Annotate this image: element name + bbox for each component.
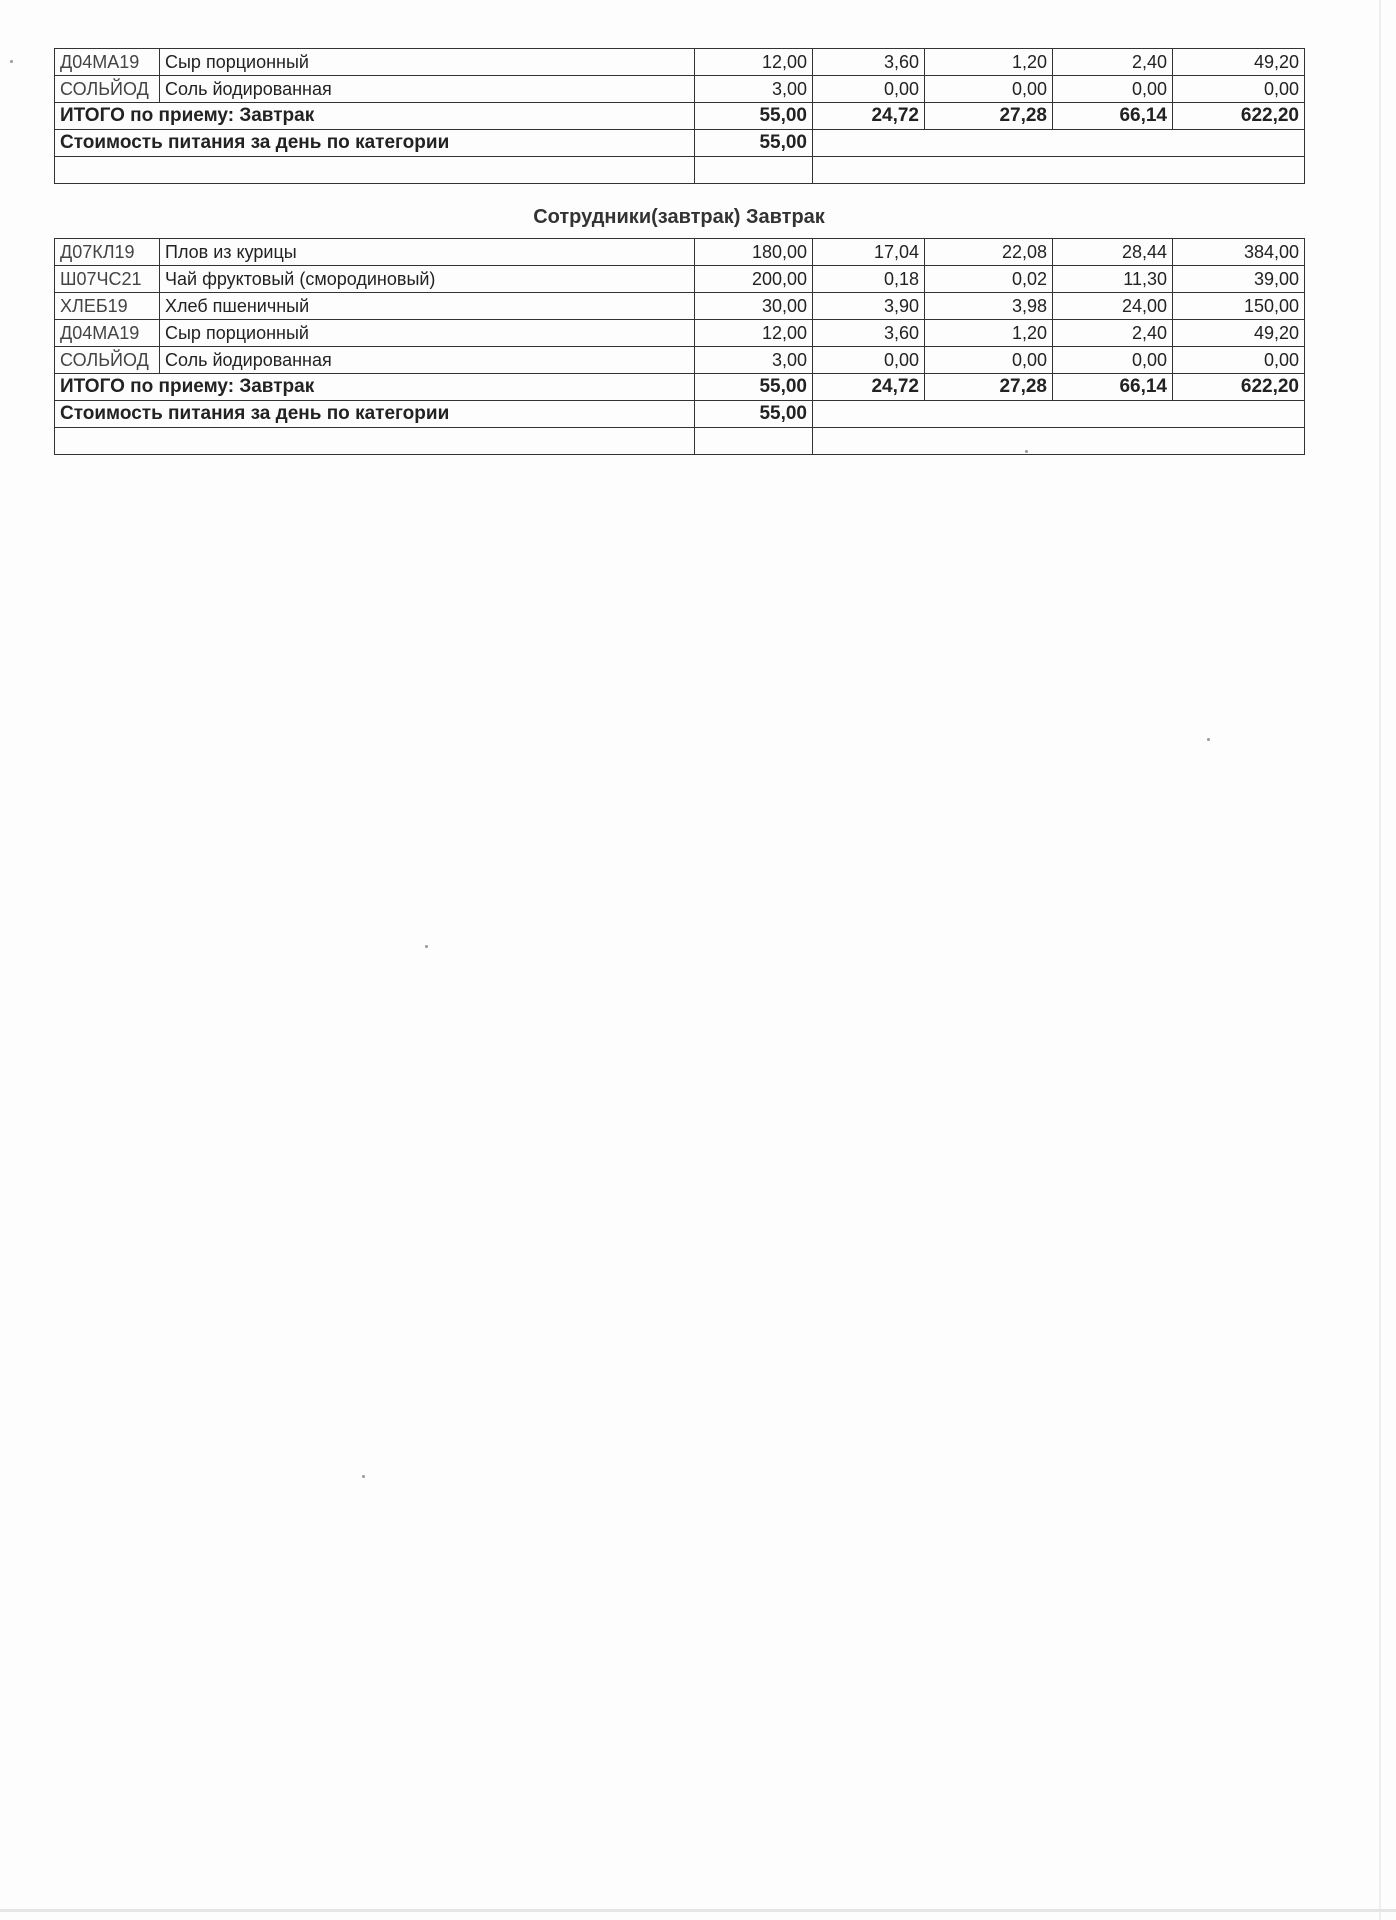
dish-name: Чай фруктовый (смородиновый) — [160, 266, 695, 293]
dish-fat: 0,00 — [925, 347, 1053, 374]
menu-table-1-container — [54, 48, 1304, 184]
dish-name: Соль йодированная — [160, 347, 695, 374]
dish-carbs: 2,40 — [1053, 49, 1173, 76]
total-kcal: 622,20 — [1173, 374, 1305, 401]
spacer-cell — [813, 428, 1305, 455]
dish-carbs: 0,00 — [1053, 76, 1173, 103]
dish-carbs: 28,44 — [1053, 239, 1173, 266]
scan-bottom-edge — [0, 1909, 1396, 1912]
dish-protein: 3,60 — [813, 320, 925, 347]
total-qty: 55,00 — [695, 374, 813, 401]
dish-code: Д07КЛ19 — [55, 239, 160, 266]
table-row — [55, 293, 1305, 320]
scan-speck — [1207, 738, 1210, 741]
total-fat: 27,28 — [925, 374, 1053, 401]
dish-carbs: 2,40 — [1053, 320, 1173, 347]
scan-speck — [362, 1475, 365, 1478]
menu-table-2 — [54, 238, 1305, 455]
dish-qty: 30,00 — [695, 293, 813, 320]
spacer-cell — [695, 428, 813, 455]
table-row — [55, 239, 1305, 266]
dish-protein: 3,90 — [813, 293, 925, 320]
total-qty: 55,00 — [695, 103, 813, 130]
dish-protein: 3,60 — [813, 49, 925, 76]
dish-name: Плов из курицы — [160, 239, 695, 266]
dish-protein: 0,00 — [813, 347, 925, 374]
total-carbs: 66,14 — [1053, 374, 1173, 401]
spacer-cell — [695, 157, 813, 184]
dish-kcal: 49,20 — [1173, 320, 1305, 347]
table-row — [55, 76, 1305, 103]
total-fat: 27,28 — [925, 103, 1053, 130]
dish-name: Хлеб пшеничный — [160, 293, 695, 320]
dish-qty: 3,00 — [695, 347, 813, 374]
total-protein: 24,72 — [813, 103, 925, 130]
dish-kcal: 0,00 — [1173, 76, 1305, 103]
dish-qty: 200,00 — [695, 266, 813, 293]
total-kcal: 622,20 — [1173, 103, 1305, 130]
cost-value: 55,00 — [695, 401, 813, 428]
dish-code: Д04МА19 — [55, 320, 160, 347]
total-label: ИТОГО по приему: Завтрак — [55, 103, 695, 130]
table-row — [55, 49, 1305, 76]
spacer-cell — [813, 157, 1305, 184]
dish-fat: 1,20 — [925, 320, 1053, 347]
menu-table-2-container — [54, 238, 1304, 455]
spacer-row — [55, 157, 1305, 184]
table-row — [55, 320, 1305, 347]
dish-code: СОЛЬЙОД — [55, 347, 160, 374]
menu-table-1 — [54, 48, 1305, 184]
scan-speck — [1025, 450, 1028, 453]
cost-row — [55, 130, 1305, 157]
dish-qty: 12,00 — [695, 49, 813, 76]
total-protein: 24,72 — [813, 374, 925, 401]
dish-code: Ш07ЧС21 — [55, 266, 160, 293]
total-row — [55, 103, 1305, 130]
cost-label: Стоимость питания за день по категории — [55, 130, 695, 157]
dish-code: Д04МА19 — [55, 49, 160, 76]
dish-kcal: 384,00 — [1173, 239, 1305, 266]
dish-kcal: 150,00 — [1173, 293, 1305, 320]
spacer-cell — [55, 428, 695, 455]
dish-fat: 0,02 — [925, 266, 1053, 293]
table-row — [55, 266, 1305, 293]
dish-fat: 0,00 — [925, 76, 1053, 103]
scan-speck — [10, 60, 13, 63]
dish-name: Сыр порционный — [160, 320, 695, 347]
dish-protein: 17,04 — [813, 239, 925, 266]
dish-kcal: 49,20 — [1173, 49, 1305, 76]
cost-empty-cell — [813, 130, 1305, 157]
dish-qty: 12,00 — [695, 320, 813, 347]
dish-carbs: 24,00 — [1053, 293, 1173, 320]
scan-speck — [425, 945, 428, 948]
dish-fat: 3,98 — [925, 293, 1053, 320]
dish-code: СОЛЬЙОД — [55, 76, 160, 103]
spacer-row — [55, 428, 1305, 455]
total-carbs: 66,14 — [1053, 103, 1173, 130]
table-row — [55, 347, 1305, 374]
cost-value: 55,00 — [695, 130, 813, 157]
cost-row — [55, 401, 1305, 428]
dish-kcal: 39,00 — [1173, 266, 1305, 293]
cost-label: Стоимость питания за день по категории — [55, 401, 695, 428]
spacer-cell — [55, 157, 695, 184]
dish-protein: 0,00 — [813, 76, 925, 103]
dish-fat: 22,08 — [925, 239, 1053, 266]
total-label: ИТОГО по приему: Завтрак — [55, 374, 695, 401]
scan-edge — [1379, 0, 1381, 1920]
dish-fat: 1,20 — [925, 49, 1053, 76]
cost-empty-cell — [813, 401, 1305, 428]
total-row — [55, 374, 1305, 401]
section-title: Сотрудники(завтрак) Завтрак — [533, 206, 825, 228]
dish-qty: 180,00 — [695, 239, 813, 266]
dish-carbs: 11,30 — [1053, 266, 1173, 293]
dish-name: Сыр порционный — [160, 49, 695, 76]
dish-name: Соль йодированная — [160, 76, 695, 103]
dish-protein: 0,18 — [813, 266, 925, 293]
dish-qty: 3,00 — [695, 76, 813, 103]
dish-carbs: 0,00 — [1053, 347, 1173, 374]
dish-code: ХЛЕБ19 — [55, 293, 160, 320]
dish-kcal: 0,00 — [1173, 347, 1305, 374]
